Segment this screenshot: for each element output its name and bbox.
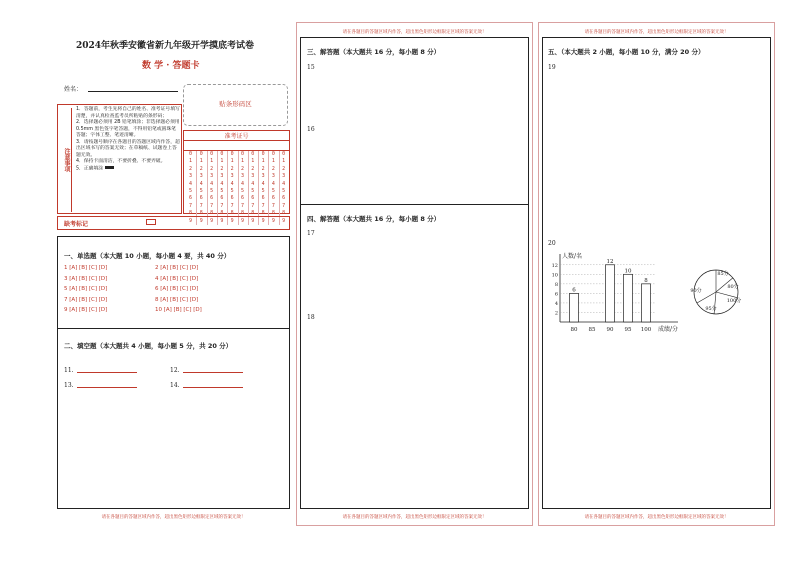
exam-id-digit-bubble[interactable]: 8	[220, 210, 224, 217]
exam-id-digit-bubble[interactable]: 8	[188, 210, 192, 217]
name-line	[88, 91, 178, 92]
middle-answer-area	[300, 37, 529, 509]
exam-id-digit-bubble[interactable]: 8	[230, 210, 234, 217]
section1-title: 一、单选题（本大题 10 小题，每小题 4 要，共 40 分）	[64, 252, 231, 260]
bar	[642, 284, 651, 322]
exam-id-digit-column[interactable]	[207, 151, 216, 225]
notes-label	[58, 108, 72, 212]
exam-id-digit-bubble[interactable]: 8	[210, 210, 214, 217]
note-item: 3．请按题号顺序在各题目的答题区域内作答，超出区域书写的答案无效；在草稿纸、试题卷上答题无效。	[76, 139, 180, 158]
exam-id-digit-bubble[interactable]: 0	[199, 151, 203, 157]
page-title: 2024年秋季安徽省新九年级开学摸底考试卷	[76, 41, 255, 51]
exam-id-digit-bubble[interactable]: 9	[271, 217, 275, 224]
y-tick-label: 12	[551, 262, 558, 269]
exam-id-digit-bubble[interactable]: 5	[251, 188, 255, 195]
x-tick-label: 90	[606, 327, 614, 332]
exam-id-digit-bubble[interactable]: 9	[251, 217, 255, 224]
exam-id-digit-bubble[interactable]: 1	[188, 158, 192, 165]
mc-question-row[interactable]: 10 [A] [B] [C] [D]	[155, 307, 202, 313]
notes-list	[76, 107, 180, 172]
y-axis-label: 人数/名	[562, 253, 583, 260]
exam-id-digit-bubble[interactable]: 0	[261, 151, 265, 157]
exam-id-digit-bubble[interactable]: 6	[230, 195, 234, 202]
exam-id-digit-bubble[interactable]: 3	[251, 173, 255, 180]
x-tick-label: 80	[570, 327, 578, 332]
q11-label: 11.	[64, 367, 74, 374]
top-warning-right: 请在各题目的答题区域内作答，超出黑色矩形边框限定区域的答案无效！	[584, 30, 729, 35]
mc-question-row[interactable]: 9 [A] [B] [C] [D]	[64, 307, 108, 313]
exam-id-digit-bubble[interactable]: 2	[230, 165, 234, 172]
exam-id-digit-bubble[interactable]: 3	[210, 173, 214, 180]
mc-question-row[interactable]: 7 [A] [B] [C] [D]	[64, 296, 108, 303]
exam-id-digit-bubble[interactable]: 4	[240, 180, 244, 187]
mc-question-row[interactable]: 6 [A] [B] [C] [D]	[155, 286, 199, 292]
exam-id-digit-column[interactable]	[248, 151, 257, 225]
y-tick-label: 4	[554, 300, 558, 307]
section-divider	[300, 204, 529, 205]
exam-id-digit-bubble[interactable]: 4	[220, 180, 224, 187]
exam-id-digit-bubble[interactable]: 3	[220, 173, 224, 180]
exam-id-digit-bubble[interactable]: 7	[271, 202, 275, 209]
pie-slice-label: 95分	[705, 306, 717, 312]
bar	[606, 265, 615, 322]
q15-label: 15	[307, 64, 315, 71]
bottom-warning-middle: 请在各题目的答题区域内作答，超出黑色矩形边框限定区域的答案无效！	[342, 515, 487, 520]
q11-answer-line[interactable]	[77, 372, 137, 373]
exam-id-digit-bubble[interactable]: 3	[261, 173, 265, 180]
exam-id-digit-bubble[interactable]: 9	[261, 217, 265, 224]
section4-title: 四、解答题（本大题共 16 分，每小题 8 分）	[307, 215, 441, 223]
mc-question-row[interactable]: 2 [A] [B] [C] [D]	[155, 265, 199, 271]
section-divider	[57, 328, 290, 329]
notes-label-text: 注意事项	[63, 148, 70, 172]
exam-id-digit-bubble[interactable]: 5	[210, 188, 214, 195]
section2-title: 二、填空题（本大题共 4 小题，每小题 5 分，共 20 分）	[64, 342, 233, 350]
exam-id-digit-bubble[interactable]: 2	[210, 165, 214, 172]
exam-id-digit-bubble[interactable]: 9	[199, 217, 203, 224]
exam-id-digit-bubble[interactable]: 5	[230, 188, 234, 195]
exam-id-digit-bubble[interactable]: 1	[282, 158, 286, 165]
exam-id-digit-bubble[interactable]: 3	[188, 173, 192, 180]
exam-id-digit-bubble[interactable]: 6	[251, 195, 255, 202]
mc-question-row[interactable]: 3 [A] [B] [C] [D]	[64, 275, 108, 282]
exam-id-digit-bubble[interactable]: 4	[282, 180, 286, 187]
q17-label: 17	[307, 230, 315, 237]
exam-id-digit-bubble[interactable]: 8	[282, 210, 286, 217]
exam-id-digit-bubble[interactable]: 0	[230, 151, 234, 157]
exam-id-digit-bubble[interactable]: 0	[188, 151, 192, 157]
mc-question-row[interactable]: 8 [A] [B] [C] [D]	[155, 296, 199, 303]
exam-id-digit-column[interactable]	[186, 151, 195, 225]
exam-id-digit-bubble[interactable]: 4	[261, 180, 265, 187]
note-item: 4．保持卡面清洁，不要折叠、不要弄破。	[76, 159, 166, 164]
q14-answer-line[interactable]	[183, 387, 243, 388]
exam-id-header-line	[183, 140, 290, 141]
absent-row	[57, 216, 290, 230]
exam-id-digit-column[interactable]	[196, 151, 205, 225]
exam-id-digit-bubble[interactable]: 7	[251, 202, 255, 209]
exam-id-digit-bubble[interactable]: 1	[230, 158, 234, 165]
exam-id-digit-bubble[interactable]: 6	[220, 195, 224, 202]
exam-id-label: 准考证号	[224, 133, 249, 140]
exam-id-digit-bubble[interactable]: 0	[251, 151, 255, 157]
x-axis-label: 成绩/分	[658, 326, 679, 332]
exam-id-digit-bubble[interactable]: 9	[210, 217, 214, 224]
exam-id-digit-bubble[interactable]: 4	[199, 180, 203, 187]
mc-question-row[interactable]: 1 [A] [B] [C] [D]	[64, 265, 108, 271]
exam-id-digit-bubble[interactable]: 4	[188, 180, 192, 187]
exam-id-digit-bubble[interactable]: 6	[282, 195, 286, 202]
exam-id-digit-bubble[interactable]: 5	[282, 188, 286, 195]
exam-id-digit-bubble[interactable]: 2	[251, 165, 255, 172]
bottom-warning-left: 请在各题目的答题区域内作答，超出黑色矩形边框限定区域的答案无效！	[101, 515, 246, 520]
exam-id-digit-bubble[interactable]: 5	[220, 188, 224, 195]
section5-title: 五、（本大题共 2 小题，每小题 10 分，满分 20 分）	[548, 48, 705, 56]
score-bar-chart	[548, 250, 688, 332]
note-item	[76, 166, 180, 173]
bar	[624, 274, 633, 322]
exam-id-digit-bubble[interactable]: 6	[271, 195, 275, 202]
exam-id-digit-bubble[interactable]: 0	[210, 151, 214, 157]
exam-id-digit-bubble[interactable]: 0	[240, 151, 244, 157]
q16-label: 16	[307, 126, 315, 133]
absent-label: 缺考标记	[64, 221, 89, 228]
exam-id-digit-column[interactable]	[268, 151, 277, 225]
exam-id-digit-column[interactable]	[238, 151, 247, 225]
exam-id-digit-bubble[interactable]: 5	[188, 188, 192, 195]
bar-value-label: 8	[644, 277, 648, 284]
q13-label: 13.	[64, 382, 74, 389]
x-tick-label: 100	[640, 327, 652, 332]
exam-id-digit-bubble[interactable]: 5	[271, 188, 275, 195]
exam-id-digit-bubble[interactable]: 1	[271, 158, 275, 165]
absent-checkbox[interactable]	[146, 219, 156, 225]
exam-id-digit-bubble[interactable]: 2	[240, 165, 244, 172]
exam-id-digit-bubble[interactable]: 6	[188, 195, 192, 202]
exam-id-digit-bubble[interactable]: 3	[199, 173, 203, 180]
exam-id-digit-bubble[interactable]: 1	[251, 158, 255, 165]
page-subtitle: 数 学 · 答题卡	[142, 61, 200, 71]
exam-id-digit-bubble[interactable]: 0	[282, 151, 286, 157]
exam-id-digit-bubble[interactable]: 2	[261, 165, 265, 172]
pie-slice-label: 85分	[717, 271, 729, 277]
exam-id-digit-bubble[interactable]: 3	[282, 173, 286, 180]
exam-id-digit-bubble[interactable]: 8	[261, 210, 265, 217]
exam-id-digit-bubble[interactable]: 3	[271, 173, 275, 180]
exam-id-digit-bubble[interactable]: 2	[220, 165, 224, 172]
exam-id-digit-bubble[interactable]: 5	[261, 188, 265, 195]
exam-id-digit-bubble[interactable]: 4	[230, 180, 234, 187]
section3-title: 三、解答题（本大题共 16 分，每小题 8 分）	[307, 48, 441, 56]
pie-slice-label: 100分	[726, 298, 742, 304]
mc-question-row[interactable]: 5 [A] [B] [C] [D]	[64, 286, 108, 292]
note-item: 1．答题前，考生先将自己的姓名、准考证号填写清楚，并认真检查监考员所粘贴的条形码；	[76, 107, 180, 119]
exam-id-digit-bubble[interactable]: 8	[271, 210, 275, 217]
exam-id-digit-bubble[interactable]: 2	[271, 165, 275, 172]
pie-slice-label: 80分	[727, 284, 739, 290]
bar-value-label: 12	[606, 258, 614, 265]
exam-id-digit-column[interactable]	[279, 151, 288, 225]
exam-id-digit-bubble[interactable]: 0	[271, 151, 275, 157]
q14-label: 14.	[170, 382, 180, 389]
exam-id-digit-bubble[interactable]: 4	[271, 180, 275, 187]
y-tick-label: 2	[554, 310, 558, 317]
exam-id-digit-bubble[interactable]: 3	[230, 173, 234, 180]
exam-id-digit-bubble[interactable]: 1	[210, 158, 214, 165]
pie-slice-label: 90分	[690, 288, 702, 294]
y-tick-label: 6	[554, 291, 558, 298]
barcode-sticker-area	[183, 84, 288, 126]
exam-id-digit-bubble[interactable]: 8	[251, 210, 255, 217]
note-item-text: 5．正确填涂	[76, 165, 104, 171]
q20-label: 20	[548, 240, 556, 247]
exam-id-digit-bubble[interactable]: 2	[188, 165, 192, 172]
exam-id-digit-bubble[interactable]: 0	[220, 151, 224, 157]
exam-id-digit-bubble[interactable]: 9	[220, 217, 224, 224]
exam-id-digit-bubble[interactable]: 1	[199, 158, 203, 165]
exam-id-digit-bubble[interactable]: 7	[220, 202, 224, 209]
exam-id-digit-bubble[interactable]: 7	[210, 202, 214, 209]
exam-id-digit-bubble[interactable]: 9	[240, 217, 244, 224]
exam-id-digit-bubble[interactable]: 7	[261, 202, 265, 209]
exam-id-digit-bubble[interactable]: 7	[199, 202, 203, 209]
exam-id-digit-bubble[interactable]: 9	[188, 217, 192, 224]
exam-id-digit-bubble[interactable]: 9	[282, 217, 286, 224]
exam-id-digit-bubble[interactable]: 3	[240, 173, 244, 180]
exam-id-digit-bubble[interactable]: 6	[210, 195, 214, 202]
q19-label: 19	[548, 64, 556, 71]
exam-id-digit-bubble[interactable]: 7	[188, 202, 192, 209]
y-tick-label: 10	[551, 272, 558, 279]
exam-id-digit-column[interactable]	[258, 151, 267, 225]
q18-label: 18	[307, 314, 315, 321]
x-tick-label: 95	[624, 327, 632, 332]
exam-id-digit-column[interactable]	[217, 151, 226, 225]
q13-answer-line[interactable]	[77, 387, 137, 388]
bar	[570, 293, 579, 322]
score-pie-chart	[686, 266, 746, 318]
x-tick-label: 85	[588, 327, 596, 332]
exam-id-digit-bubble[interactable]: 1	[261, 158, 265, 165]
barcode-sticker-label: 贴条形码区	[219, 100, 252, 108]
exam-id-digit-bubble[interactable]: 2	[282, 165, 286, 172]
exam-id-digit-bubble[interactable]: 4	[210, 180, 214, 187]
exam-id-digit-bubble[interactable]: 6	[261, 195, 265, 202]
bar-value-label: 6	[572, 287, 576, 294]
exam-id-digit-bubble[interactable]: 8	[240, 210, 244, 217]
exam-id-digit-bubble[interactable]: 6	[240, 195, 244, 202]
mc-question-row[interactable]: 4 [A] [B] [C] [D]	[155, 275, 199, 282]
exam-id-digit-bubble[interactable]: 1	[240, 158, 244, 165]
name-label: 姓名：	[64, 86, 83, 93]
exam-id-digit-bubble[interactable]: 2	[199, 165, 203, 172]
exam-id-digit-bubble[interactable]: 5	[199, 188, 203, 195]
exam-id-digit-bubble[interactable]: 9	[230, 217, 234, 224]
top-warning-middle: 请在各题目的答题区域内作答，超出黑色矩形边框限定区域的答案无效！	[342, 30, 487, 35]
bar-value-label: 10	[624, 268, 632, 275]
exam-id-digit-bubble[interactable]: 5	[240, 188, 244, 195]
exam-id-digit-bubble[interactable]: 7	[240, 202, 244, 209]
bottom-warning-right: 请在各题目的答题区域内作答，超出黑色矩形边框限定区域的答案无效！	[584, 515, 729, 520]
q12-answer-line[interactable]	[183, 372, 243, 373]
exam-id-digit-column[interactable]	[227, 151, 236, 225]
y-tick-label: 8	[554, 281, 558, 288]
exam-id-digit-bubble[interactable]: 4	[251, 180, 255, 187]
exam-id-digit-bubble[interactable]: 6	[199, 195, 203, 202]
q12-label: 12.	[170, 367, 180, 374]
filled-mark-example	[105, 166, 114, 170]
exam-id-digit-bubble[interactable]: 1	[220, 158, 224, 165]
exam-id-digit-bubble[interactable]: 7	[282, 202, 286, 209]
note-item: 2．选择题必须用 2B 铅笔填涂；非选择题必须用 0.5mm 黑色签字笔答题，不得用铅笔或圆珠笔答题；字体工整、笔迹清晰。	[76, 120, 180, 138]
exam-id-digit-bubble[interactable]: 8	[199, 210, 203, 217]
exam-id-digit-bubble[interactable]: 7	[230, 202, 234, 209]
